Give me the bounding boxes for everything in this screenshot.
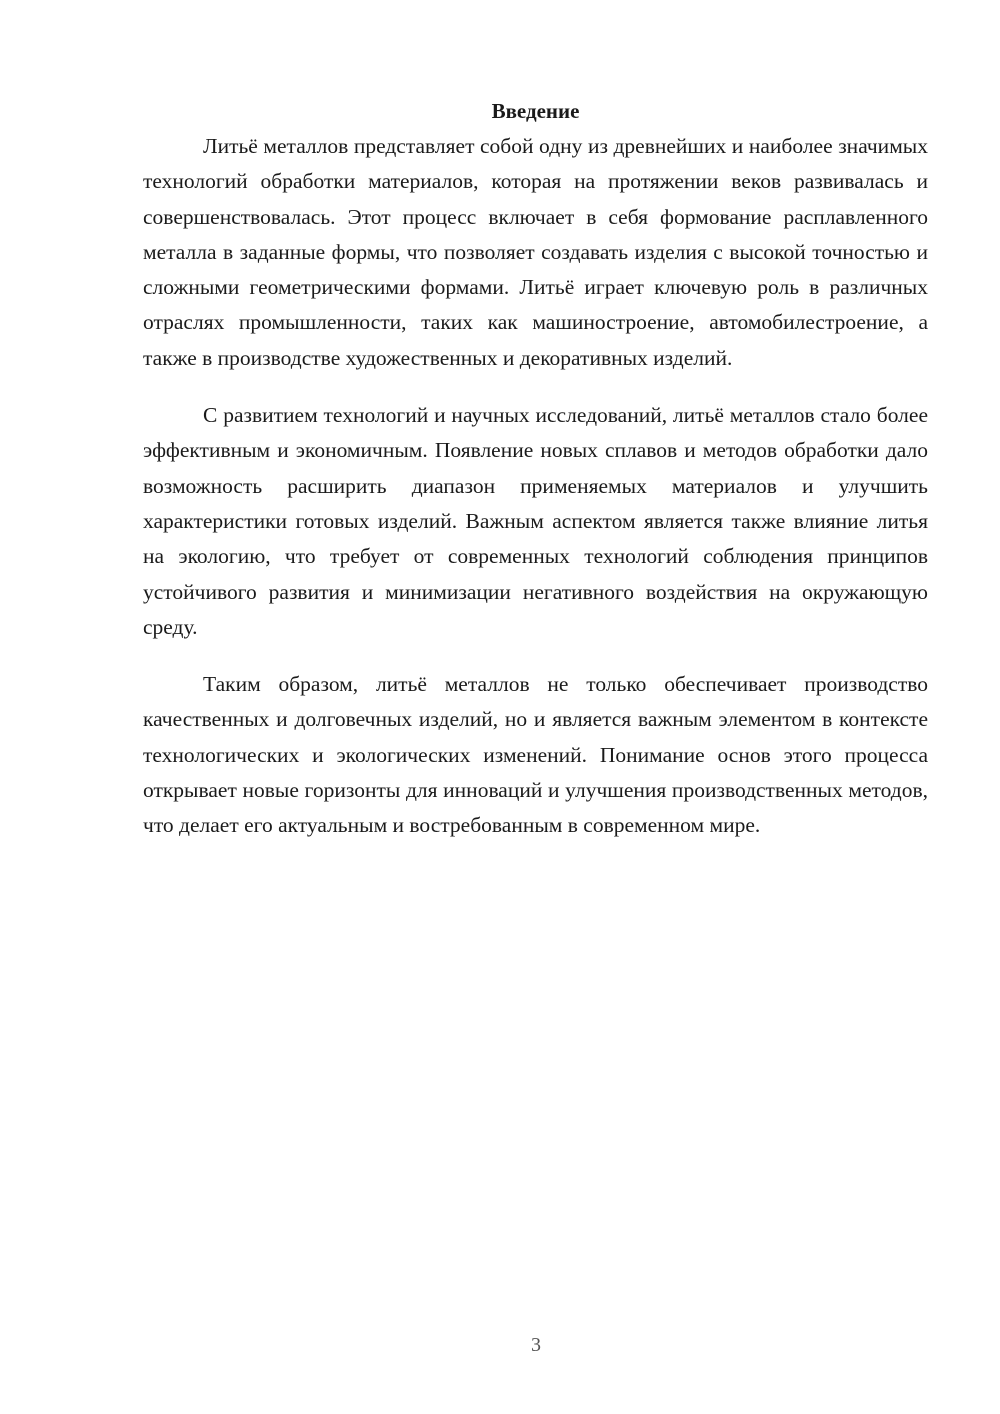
paragraph-3: Таким образом, литьё металлов не только обеспечивает производство качественных и долговечных изделий, но и является важным элементом в контексте технологических и экологических изменений. Понимание основ этого процесса открывает новые горизонты для инноваций и улучшения производственных методов, что делает его актуальным и востребованным в современном мире. xyxy=(143,672,928,838)
paragraph-2: С развитием технологий и научных исследований, литьё металлов стало более эффективным и экономичным. Появление новых сплавов и методов обработки дало возможность расширить диапазон применяемых материалов и улучшить характеристики готовых изделий. Важным аспектом является также влияние литья на экологию, что требует от современных технологий соблюдения принципов устойчивого развития и минимизации негативного воздействия на окружающую среду. xyxy=(143,403,928,639)
section-heading: Введение xyxy=(491,99,580,123)
page-number: 3 xyxy=(531,1334,541,1356)
page-body xyxy=(143,93,928,844)
paragraph-1: Литьё металлов представляет собой одну из древнейших и наиболее значимых технологий обработки материалов, которая на протяжении веков развивалась и совершенствовалась. Этот процесс включает в себя формование расплавленного металла в заданные формы, что позволяет создавать изделия с высокой точностью и сложными геометрическими формами. Литьё играет ключевую роль в различных отраслях промышленности, таких как машиностроение, автомобилестроение, а также в производстве художественных и декоративных изделий. xyxy=(143,134,928,370)
